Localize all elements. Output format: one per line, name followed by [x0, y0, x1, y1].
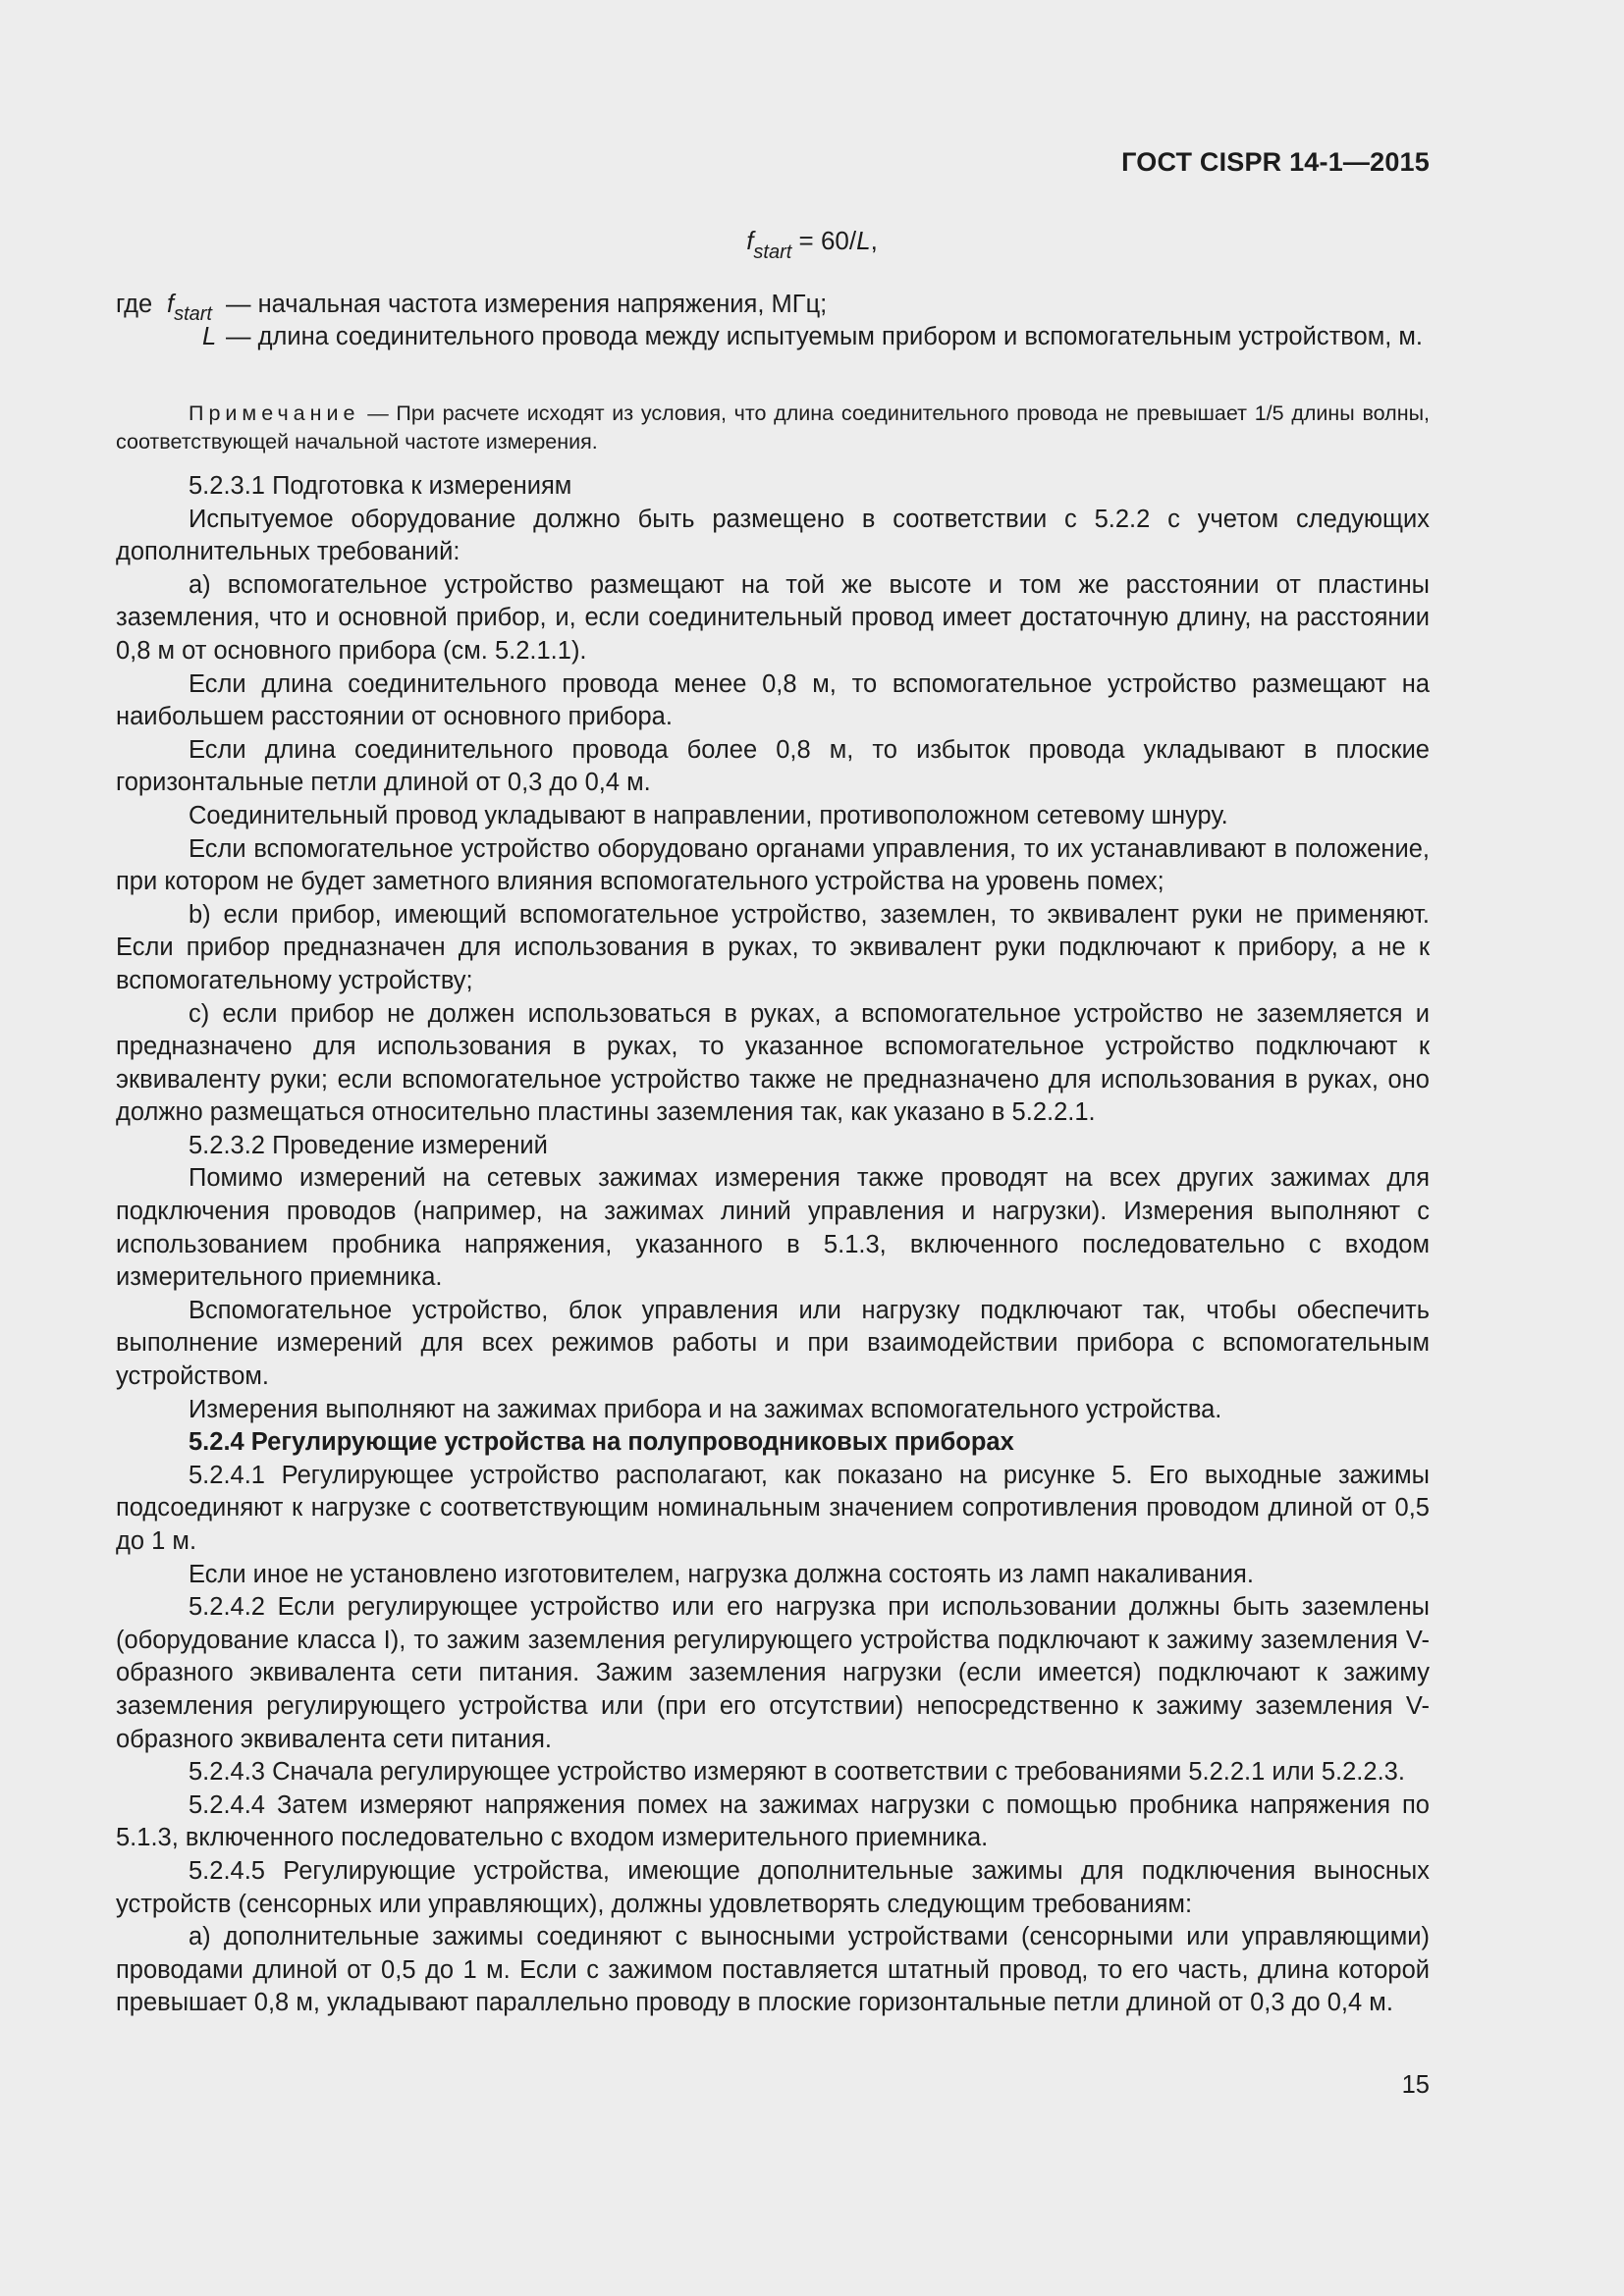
paragraph: a) вспомогательное устройство размещают на той же высоте и том же расстоянии от пластины заземления, что и основной прибор, и, если соединительный провод имеет достаточную длину, на расстоянии 0,8 м от основного прибора (см. 5.2.1.1).	[116, 570, 1430, 665]
paragraph: 5.2.4.4 Затем измеряют напряжения помех на зажимах нагрузки с помощью пробника напряжения по 5.1.3, включенного последовательно с входом измерительного приемника.	[116, 1790, 1430, 1852]
definition-text-f: — начальная частота измерения напряжения, МГц;	[226, 291, 828, 318]
paragraph: Если длина соединительного провода более 0,8 м, то избыток провода укладывают в плоские горизонтальные петли длиной от 0,3 до 0,4 м.	[116, 735, 1430, 797]
paragraph: Если вспомогательное устройство оборудовано органами управления, то их устанавливают в положение, при котором не будет заметного влияния вспомогательного устройства на уровень помех;	[116, 834, 1430, 896]
paragraph: 5.2.4.2 Если регулирующее устройство или его нагрузка при использовании должны быть заземлены (оборудование класса I), то зажим заземления регулирующего устройства подключают к зажиму заземления V-образного эквивалента сети питания. Зажим заземления нагрузки (если имеется) подключают к зажиму заземления регулирующего устройства или (при его отсутствии) непосредственно к зажиму заземления V-образного эквивалента сети питания.	[116, 1593, 1430, 1753]
document-header: ГОСТ CISPR 14-1—2015	[1121, 147, 1430, 177]
paragraph: 5.2.4.1 Регулирующее устройство располагают, как показано на рисунке 5. Его выходные зажимы подсоединяют к нагрузке с соответствующим номинальным значением сопротивления проводом длиной от 0,5 до 1 м.	[116, 1461, 1430, 1555]
paragraph: Измерения выполняют на зажимах прибора и на зажимах вспомогательного устройства.	[189, 1395, 1222, 1423]
document-body	[116, 289, 1430, 2020]
definition-text-l: — длина соединительного провода между испытуемым прибором и вспомогательным устройством, м.	[226, 323, 1424, 350]
note-label: Примечание	[189, 401, 360, 425]
formula-subscript: start	[753, 241, 792, 263]
paragraph: b) если прибор, имеющий вспомогательное устройство, заземлен, то эквивалент руки не применяют. Если прибор предназначен для использования в руках, то эквивалент руки подключают к прибору, а не к вспомогательному устройству;	[116, 900, 1430, 994]
paragraph: Если длина соединительного провода менее 0,8 м, то вспомогательное устройство размещают на наибольшем расстоянии от основного прибора.	[116, 669, 1430, 731]
paragraph: Если иное не установлено изготовителем, нагрузка должна состоять из ламп накаливания.	[189, 1560, 1254, 1588]
paragraph: 5.2.4.5 Регулирующие устройства, имеющие дополнительные зажимы для подключения выносных устройств (сенсорных или управляющих), должны удовлетворять следующим требованиям:	[116, 1856, 1430, 1918]
paragraph: Испытуемое оборудование должно быть размещено в соответствии с 5.2.2 с учетом следующих дополнительных требований:	[116, 505, 1430, 566]
paragraph: 5.2.3.2 Проведение измерений	[189, 1131, 548, 1159]
paragraph: Вспомогательное устройство, блок управления или нагрузку подключают так, чтобы обеспечить выполнение измерений для всех режимов работы и при взаимодействии прибора с вспомогательным устройством.	[116, 1296, 1430, 1391]
page-number: 15	[1401, 2071, 1430, 2099]
paragraph: Помимо измерений на сетевых зажимах измерения также проводят на всех других зажимах для подключения проводов (например, на зажимах линий управления и нагрузки). Измерения выполняют с использованием пробника напряжения, указанного в 5.1.3, включенного последовательно с входом измерительного приемника.	[116, 1164, 1430, 1292]
formula	[0, 226, 1624, 263]
definition-variable-l: L	[202, 323, 217, 350]
paragraph-list	[116, 470, 1430, 2020]
where-label: где	[116, 291, 153, 318]
paragraph: c) если прибор не должен использоваться в руках, а вспомогательное устройство не заземляется и предназначено для использования в руках, то указанное вспомогательное устройство подключают к эквиваленту руки; если вспомогательное устройство также не предназначено для использования в руках, оно должно размещаться относительно пластины заземления так, как указано в 5.2.2.1.	[116, 999, 1430, 1127]
formula-rhs: = 60/	[791, 226, 857, 255]
paragraph: 5.2.3.1 Подготовка к измерениям	[189, 472, 572, 500]
note-text: — При расчете исходят из условия, что длина соединительного провода не превышает 1/5 длины волны, соответствующей начальной частоте измерения.	[116, 401, 1430, 454]
formula-variable: f	[746, 226, 754, 255]
paragraph: a) дополнительные зажимы соединяют с выносными устройствами (сенсорными или управляющими) проводами длиной от 0,5 до 1 м. Если с зажимом поставляется штатный провод, то его часть, длина которой превышает 0,8 м, укладывают параллельно проводу в плоские горизонтальные петли длиной от 0,3 до 0,4 м.	[116, 1923, 1430, 2017]
formula-rhs-variable: L	[856, 226, 871, 255]
note	[116, 400, 1430, 456]
definitions-block	[116, 289, 1430, 388]
formula-tail: ,	[870, 226, 878, 255]
paragraph: Соединительный провод укладывают в направлении, противоположном сетевому шнуру.	[189, 801, 1228, 829]
section-heading: 5.2.4 Регулирующие устройства на полупроводниковых приборах	[189, 1428, 1014, 1457]
paragraph: 5.2.4.3 Сначала регулирующее устройство измеряют в соответствии с требованиями 5.2.2.1 или 5.2.2.3.	[189, 1758, 1405, 1787]
definition-variable-f: $f_{start}$	[167, 291, 212, 325]
